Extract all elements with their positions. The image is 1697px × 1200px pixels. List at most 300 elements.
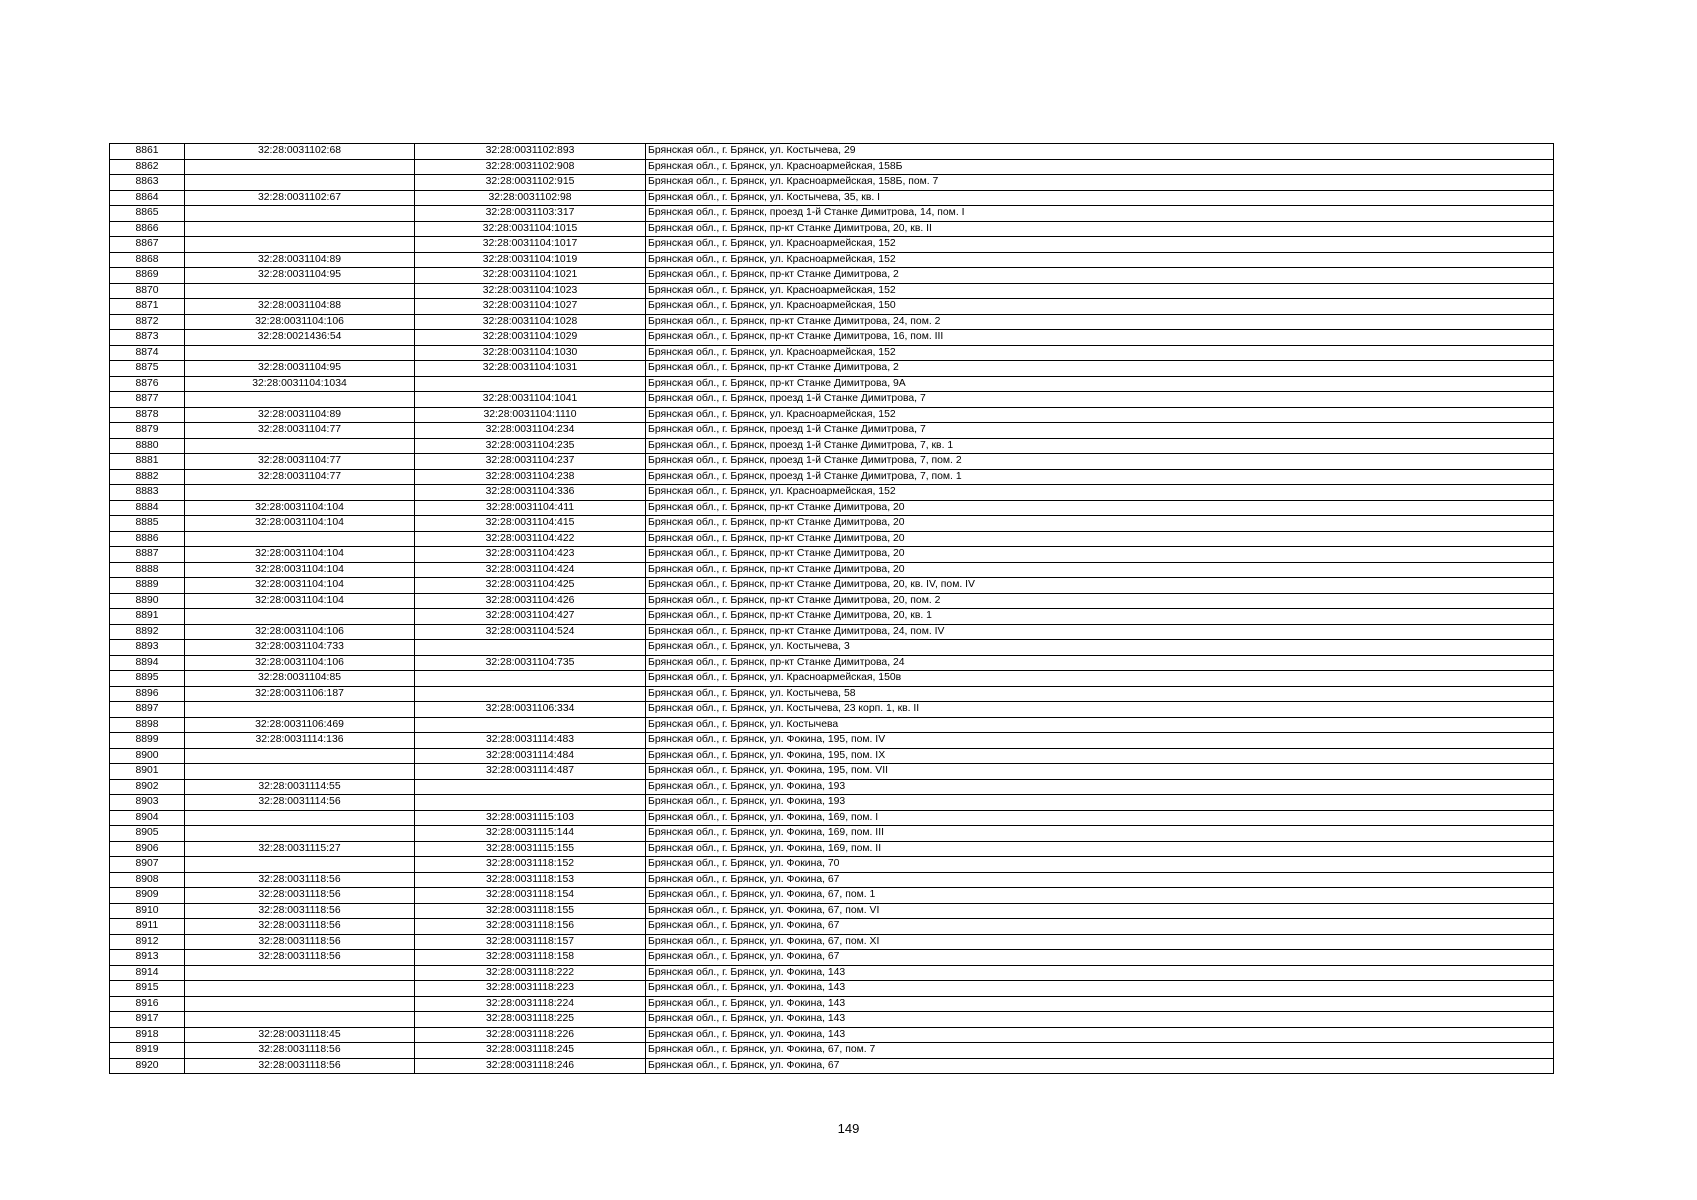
table-row (110, 888, 1554, 904)
building-number-cell: 32:28:0031114:487 (415, 764, 646, 780)
building-number-cell: 32:28:0031104:423 (415, 547, 646, 563)
building-number-cell: 32:28:0031104:237 (415, 454, 646, 470)
table-row (110, 392, 1554, 408)
table-row (110, 407, 1554, 423)
land-plot-number-cell: 32:28:0031104:104 (185, 578, 415, 594)
address-cell: Брянская обл., г. Брянск, пр-кт Станке Димитрова, 2 (646, 268, 1554, 284)
building-number-cell: 32:28:0031118:157 (415, 934, 646, 950)
table-row (110, 764, 1554, 780)
row-number-cell: 8901 (110, 764, 185, 780)
land-plot-number-cell (185, 857, 415, 873)
table-row (110, 314, 1554, 330)
row-number-cell: 8863 (110, 175, 185, 191)
table-row (110, 469, 1554, 485)
address-cell: Брянская обл., г. Брянск, ул. Фокина, 67 (646, 1058, 1554, 1074)
address-cell: Брянская обл., г. Брянск, пр-кт Станке Димитрова, 24, пом. IV (646, 624, 1554, 640)
address-cell: Брянская обл., г. Брянск, ул. Фокина, 143 (646, 1027, 1554, 1043)
building-number-cell: 32:28:0031115:155 (415, 841, 646, 857)
address-cell: Брянская обл., г. Брянск, ул. Красноармейская, 152 (646, 345, 1554, 361)
address-cell: Брянская обл., г. Брянск, ул. Фокина, 195, пом. VII (646, 764, 1554, 780)
address-cell: Брянская обл., г. Брянск, ул. Красноармейская, 152 (646, 252, 1554, 268)
row-number-cell: 8884 (110, 500, 185, 516)
table-row (110, 903, 1554, 919)
table-row (110, 1027, 1554, 1043)
land-plot-number-cell: 32:28:0031114:56 (185, 795, 415, 811)
building-number-cell: 32:28:0031104:1015 (415, 221, 646, 237)
building-number-cell: 32:28:0031104:735 (415, 655, 646, 671)
building-number-cell: 32:28:0031104:1023 (415, 283, 646, 299)
land-plot-number-cell: 32:28:0031104:77 (185, 454, 415, 470)
table-row (110, 562, 1554, 578)
building-number-cell: 32:28:0031104:1029 (415, 330, 646, 346)
building-number-cell: 32:28:0031104:1017 (415, 237, 646, 253)
table-row (110, 950, 1554, 966)
land-plot-number-cell (185, 175, 415, 191)
building-number-cell: 32:28:0031104:427 (415, 609, 646, 625)
row-number-cell: 8883 (110, 485, 185, 501)
row-number-cell: 8878 (110, 407, 185, 423)
row-number-cell: 8871 (110, 299, 185, 315)
row-number-cell: 8918 (110, 1027, 185, 1043)
table-row (110, 531, 1554, 547)
land-plot-number-cell: 32:28:0031114:55 (185, 779, 415, 795)
building-number-cell: 32:28:0031118:158 (415, 950, 646, 966)
address-cell: Брянская обл., г. Брянск, пр-кт Станке Димитрова, 2 (646, 361, 1554, 377)
address-cell: Брянская обл., г. Брянск, ул. Фокина, 143 (646, 996, 1554, 1012)
row-number-cell: 8861 (110, 144, 185, 160)
address-cell: Брянская обл., г. Брянск, проезд 1-й Станке Димитрова, 7, кв. 1 (646, 438, 1554, 454)
row-number-cell: 8874 (110, 345, 185, 361)
row-number-cell: 8889 (110, 578, 185, 594)
row-number-cell: 8893 (110, 640, 185, 656)
building-number-cell: 32:28:0031104:1110 (415, 407, 646, 423)
address-cell: Брянская обл., г. Брянск, ул. Красноармейская, 158Б, пом. 7 (646, 175, 1554, 191)
address-cell: Брянская обл., г. Брянск, проезд 1-й Станке Димитрова, 7 (646, 423, 1554, 439)
land-plot-number-cell: 32:28:0031104:733 (185, 640, 415, 656)
building-number-cell: 32:28:0031118:225 (415, 1012, 646, 1028)
building-number-cell: 32:28:0031104:1041 (415, 392, 646, 408)
land-plot-number-cell (185, 965, 415, 981)
table-row (110, 252, 1554, 268)
land-plot-number-cell (185, 996, 415, 1012)
table-row (110, 810, 1554, 826)
row-number-cell: 8866 (110, 221, 185, 237)
land-plot-number-cell: 32:28:0031118:56 (185, 1043, 415, 1059)
row-number-cell: 8873 (110, 330, 185, 346)
address-cell: Брянская обл., г. Брянск, ул. Красноармейская, 152 (646, 237, 1554, 253)
building-number-cell: 32:28:0031118:154 (415, 888, 646, 904)
address-cell: Брянская обл., г. Брянск, проезд 1-й Станке Димитрова, 7, пом. 2 (646, 454, 1554, 470)
page-number: 149 (837, 1121, 860, 1136)
land-plot-number-cell (185, 485, 415, 501)
row-number-cell: 8902 (110, 779, 185, 795)
building-number-cell (415, 686, 646, 702)
building-number-cell: 32:28:0031104:411 (415, 500, 646, 516)
land-plot-number-cell: 32:28:0031115:27 (185, 841, 415, 857)
table-row (110, 206, 1554, 222)
row-number-cell: 8870 (110, 283, 185, 299)
address-cell: Брянская обл., г. Брянск, ул. Красноармейская, 152 (646, 283, 1554, 299)
building-number-cell: 32:28:0031104:1027 (415, 299, 646, 315)
table-row (110, 376, 1554, 392)
table-body (110, 144, 1554, 1074)
address-cell: Брянская обл., г. Брянск, ул. Фокина, 67 (646, 950, 1554, 966)
table-row (110, 361, 1554, 377)
building-number-cell: 32:28:0031118:153 (415, 872, 646, 888)
address-cell: Брянская обл., г. Брянск, ул. Фокина, 169, пом. II (646, 841, 1554, 857)
table-row (110, 779, 1554, 795)
address-cell: Брянская обл., г. Брянск, ул. Красноармейская, 150 (646, 299, 1554, 315)
table-row (110, 640, 1554, 656)
table-row (110, 190, 1554, 206)
address-cell: Брянская обл., г. Брянск, ул. Фокина, 67 (646, 919, 1554, 935)
row-number-cell: 8886 (110, 531, 185, 547)
building-number-cell: 32:28:0031104:425 (415, 578, 646, 594)
land-plot-number-cell: 32:28:0031118:56 (185, 950, 415, 966)
building-number-cell: 32:28:0031102:893 (415, 144, 646, 160)
address-cell: Брянская обл., г. Брянск, ул. Костычева, 29 (646, 144, 1554, 160)
land-plot-number-cell (185, 531, 415, 547)
address-cell: Брянская обл., г. Брянск, пр-кт Станке Димитрова, 20 (646, 531, 1554, 547)
table-row (110, 578, 1554, 594)
land-plot-number-cell (185, 1012, 415, 1028)
address-cell: Брянская обл., г. Брянск, пр-кт Станке Димитрова, 24, пом. 2 (646, 314, 1554, 330)
building-number-cell: 32:28:0031102:98 (415, 190, 646, 206)
row-number-cell: 8868 (110, 252, 185, 268)
row-number-cell: 8862 (110, 159, 185, 175)
address-cell: Брянская обл., г. Брянск, пр-кт Станке Димитрова, 20 (646, 562, 1554, 578)
table-row (110, 330, 1554, 346)
address-cell: Брянская обл., г. Брянск, ул. Фокина, 67, пом. VI (646, 903, 1554, 919)
table-row (110, 655, 1554, 671)
row-number-cell: 8919 (110, 1043, 185, 1059)
table-row (110, 733, 1554, 749)
address-cell: Брянская обл., г. Брянск, ул. Фокина, 195, пом. IV (646, 733, 1554, 749)
table-row (110, 144, 1554, 160)
row-number-cell: 8905 (110, 826, 185, 842)
building-number-cell: 32:28:0031104:415 (415, 516, 646, 532)
row-number-cell: 8909 (110, 888, 185, 904)
land-plot-number-cell (185, 609, 415, 625)
table-row (110, 919, 1554, 935)
address-cell: Брянская обл., г. Брянск, пр-кт Станке Димитрова, 16, пом. III (646, 330, 1554, 346)
address-cell: Брянская обл., г. Брянск, пр-кт Станке Димитрова, 20 (646, 547, 1554, 563)
address-cell: Брянская обл., г. Брянск, проезд 1-й Станке Димитрова, 14, пом. I (646, 206, 1554, 222)
building-number-cell: 32:28:0031114:484 (415, 748, 646, 764)
table-row (110, 1043, 1554, 1059)
building-number-cell: 32:28:0031104:1021 (415, 268, 646, 284)
address-cell: Брянская обл., г. Брянск, пр-кт Станке Димитрова, 9А (646, 376, 1554, 392)
row-number-cell: 8920 (110, 1058, 185, 1074)
land-plot-number-cell: 32:28:0031102:67 (185, 190, 415, 206)
row-number-cell: 8917 (110, 1012, 185, 1028)
building-number-cell: 32:28:0031104:424 (415, 562, 646, 578)
land-plot-number-cell (185, 283, 415, 299)
row-number-cell: 8877 (110, 392, 185, 408)
row-number-cell: 8887 (110, 547, 185, 563)
land-plot-number-cell: 32:28:0031104:77 (185, 423, 415, 439)
cadastral-table (109, 143, 1554, 1074)
row-number-cell: 8910 (110, 903, 185, 919)
land-plot-number-cell: 32:28:0031104:1034 (185, 376, 415, 392)
land-plot-number-cell: 32:28:0031118:56 (185, 888, 415, 904)
table-row (110, 438, 1554, 454)
row-number-cell: 8903 (110, 795, 185, 811)
row-number-cell: 8908 (110, 872, 185, 888)
address-cell: Брянская обл., г. Брянск, ул. Фокина, 169, пом. I (646, 810, 1554, 826)
table-row (110, 965, 1554, 981)
land-plot-number-cell: 32:28:0031118:45 (185, 1027, 415, 1043)
land-plot-number-cell: 32:28:0031104:85 (185, 671, 415, 687)
row-number-cell: 8900 (110, 748, 185, 764)
land-plot-number-cell: 32:28:0031118:56 (185, 903, 415, 919)
address-cell: Брянская обл., г. Брянск, ул. Фокина, 70 (646, 857, 1554, 873)
address-cell: Брянская обл., г. Брянск, пр-кт Станке Димитрова, 20, кв. 1 (646, 609, 1554, 625)
land-plot-number-cell: 32:28:0031118:56 (185, 1058, 415, 1074)
table-row (110, 268, 1554, 284)
land-plot-number-cell: 32:28:0031104:104 (185, 593, 415, 609)
row-number-cell: 8876 (110, 376, 185, 392)
land-plot-number-cell (185, 702, 415, 718)
building-number-cell (415, 717, 646, 733)
building-number-cell: 32:28:0031118:156 (415, 919, 646, 935)
table-row (110, 1012, 1554, 1028)
row-number-cell: 8895 (110, 671, 185, 687)
building-number-cell: 32:28:0031118:222 (415, 965, 646, 981)
row-number-cell: 8867 (110, 237, 185, 253)
row-number-cell: 8891 (110, 609, 185, 625)
address-cell: Брянская обл., г. Брянск, ул. Фокина, 67 (646, 872, 1554, 888)
land-plot-number-cell: 32:28:0031104:106 (185, 655, 415, 671)
building-number-cell: 32:28:0031118:246 (415, 1058, 646, 1074)
building-number-cell: 32:28:0031104:336 (415, 485, 646, 501)
row-number-cell: 8864 (110, 190, 185, 206)
row-number-cell: 8907 (110, 857, 185, 873)
table-row (110, 795, 1554, 811)
row-number-cell: 8888 (110, 562, 185, 578)
building-number-cell: 32:28:0031106:334 (415, 702, 646, 718)
building-number-cell: 32:28:0031115:103 (415, 810, 646, 826)
table-row (110, 934, 1554, 950)
table-row (110, 981, 1554, 997)
land-plot-number-cell: 32:28:0031104:106 (185, 314, 415, 330)
land-plot-number-cell (185, 206, 415, 222)
table-row (110, 299, 1554, 315)
land-plot-number-cell: 32:28:0031118:56 (185, 934, 415, 950)
land-plot-number-cell (185, 221, 415, 237)
row-number-cell: 8892 (110, 624, 185, 640)
building-number-cell (415, 671, 646, 687)
building-number-cell: 32:28:0031118:223 (415, 981, 646, 997)
address-cell: Брянская обл., г. Брянск, проезд 1-й Станке Димитрова, 7 (646, 392, 1554, 408)
table-row (110, 175, 1554, 191)
land-plot-number-cell: 32:28:0031104:77 (185, 469, 415, 485)
land-plot-number-cell: 32:28:0031118:56 (185, 872, 415, 888)
address-cell: Брянская обл., г. Брянск, ул. Костычева, 58 (646, 686, 1554, 702)
table-row (110, 857, 1554, 873)
building-number-cell: 32:28:0031104:238 (415, 469, 646, 485)
land-plot-number-cell (185, 345, 415, 361)
land-plot-number-cell: 32:28:0021436:54 (185, 330, 415, 346)
row-number-cell: 8896 (110, 686, 185, 702)
table-row (110, 547, 1554, 563)
address-cell: Брянская обл., г. Брянск, ул. Костычева, 3 (646, 640, 1554, 656)
building-number-cell (415, 779, 646, 795)
building-number-cell: 32:28:0031103:317 (415, 206, 646, 222)
land-plot-number-cell: 32:28:0031114:136 (185, 733, 415, 749)
address-cell: Брянская обл., г. Брянск, ул. Фокина, 67, пом. 7 (646, 1043, 1554, 1059)
land-plot-number-cell: 32:28:0031104:104 (185, 516, 415, 532)
address-cell: Брянская обл., г. Брянск, ул. Красноармейская, 150в (646, 671, 1554, 687)
building-number-cell: 32:28:0031104:422 (415, 531, 646, 547)
table-row (110, 454, 1554, 470)
address-cell: Брянская обл., г. Брянск, ул. Фокина, 67, пом. XI (646, 934, 1554, 950)
address-cell: Брянская обл., г. Брянск, ул. Красноармейская, 152 (646, 485, 1554, 501)
table-row (110, 1058, 1554, 1074)
address-cell: Брянская обл., г. Брянск, ул. Фокина, 169, пом. III (646, 826, 1554, 842)
table-row (110, 516, 1554, 532)
row-number-cell: 8865 (110, 206, 185, 222)
land-plot-number-cell: 32:28:0031104:89 (185, 252, 415, 268)
row-number-cell: 8872 (110, 314, 185, 330)
row-number-cell: 8890 (110, 593, 185, 609)
building-number-cell (415, 376, 646, 392)
address-cell: Брянская обл., г. Брянск, пр-кт Станке Димитрова, 20, кв. IV, пом. IV (646, 578, 1554, 594)
table-row (110, 717, 1554, 733)
land-plot-number-cell: 32:28:0031106:469 (185, 717, 415, 733)
table-row (110, 702, 1554, 718)
land-plot-number-cell: 32:28:0031104:95 (185, 361, 415, 377)
row-number-cell: 8912 (110, 934, 185, 950)
building-number-cell: 32:28:0031102:915 (415, 175, 646, 191)
table-row (110, 872, 1554, 888)
land-plot-number-cell: 32:28:0031102:68 (185, 144, 415, 160)
address-cell: Брянская обл., г. Брянск, пр-кт Станке Димитрова, 24 (646, 655, 1554, 671)
land-plot-number-cell (185, 810, 415, 826)
table-row (110, 841, 1554, 857)
address-cell: Брянская обл., г. Брянск, ул. Красноармейская, 158Б (646, 159, 1554, 175)
land-plot-number-cell: 32:28:0031104:89 (185, 407, 415, 423)
land-plot-number-cell: 32:28:0031104:95 (185, 268, 415, 284)
table-row (110, 624, 1554, 640)
land-plot-number-cell: 32:28:0031104:106 (185, 624, 415, 640)
row-number-cell: 8898 (110, 717, 185, 733)
building-number-cell: 32:28:0031104:1019 (415, 252, 646, 268)
address-cell: Брянская обл., г. Брянск, ул. Фокина, 193 (646, 795, 1554, 811)
table-row (110, 826, 1554, 842)
address-cell: Брянская обл., г. Брянск, пр-кт Станке Димитрова, 20 (646, 500, 1554, 516)
table-row (110, 159, 1554, 175)
land-plot-number-cell (185, 392, 415, 408)
row-number-cell: 8897 (110, 702, 185, 718)
row-number-cell: 8916 (110, 996, 185, 1012)
building-number-cell (415, 795, 646, 811)
land-plot-number-cell (185, 748, 415, 764)
building-number-cell (415, 640, 646, 656)
building-number-cell: 32:28:0031118:155 (415, 903, 646, 919)
table-row (110, 686, 1554, 702)
table-row (110, 609, 1554, 625)
row-number-cell: 8885 (110, 516, 185, 532)
building-number-cell: 32:28:0031118:245 (415, 1043, 646, 1059)
land-plot-number-cell: 32:28:0031104:104 (185, 547, 415, 563)
land-plot-number-cell (185, 826, 415, 842)
address-cell: Брянская обл., г. Брянск, пр-кт Станке Димитрова, 20, пом. 2 (646, 593, 1554, 609)
table-row (110, 485, 1554, 501)
row-number-cell: 8914 (110, 965, 185, 981)
row-number-cell: 8879 (110, 423, 185, 439)
land-plot-number-cell (185, 981, 415, 997)
building-number-cell: 32:28:0031104:1028 (415, 314, 646, 330)
land-plot-number-cell: 32:28:0031104:88 (185, 299, 415, 315)
row-number-cell: 8882 (110, 469, 185, 485)
land-plot-number-cell: 32:28:0031104:104 (185, 500, 415, 516)
address-cell: Брянская обл., г. Брянск, ул. Фокина, 67, пом. 1 (646, 888, 1554, 904)
table-row (110, 671, 1554, 687)
address-cell: Брянская обл., г. Брянск, пр-кт Станке Димитрова, 20, кв. II (646, 221, 1554, 237)
address-cell: Брянская обл., г. Брянск, ул. Фокина, 143 (646, 965, 1554, 981)
land-plot-number-cell (185, 159, 415, 175)
table-row (110, 283, 1554, 299)
land-plot-number-cell (185, 438, 415, 454)
building-number-cell: 32:28:0031118:152 (415, 857, 646, 873)
table-row (110, 345, 1554, 361)
building-number-cell: 32:28:0031118:226 (415, 1027, 646, 1043)
row-number-cell: 8911 (110, 919, 185, 935)
land-plot-number-cell (185, 237, 415, 253)
address-cell: Брянская обл., г. Брянск, ул. Красноармейская, 152 (646, 407, 1554, 423)
table-row (110, 237, 1554, 253)
building-number-cell: 32:28:0031104:426 (415, 593, 646, 609)
row-number-cell: 8899 (110, 733, 185, 749)
address-cell: Брянская обл., г. Брянск, пр-кт Станке Димитрова, 20 (646, 516, 1554, 532)
building-number-cell: 32:28:0031104:1030 (415, 345, 646, 361)
row-number-cell: 8880 (110, 438, 185, 454)
row-number-cell: 8913 (110, 950, 185, 966)
address-cell: Брянская обл., г. Брянск, ул. Фокина, 193 (646, 779, 1554, 795)
land-plot-number-cell (185, 764, 415, 780)
address-cell: Брянская обл., г. Брянск, проезд 1-й Станке Димитрова, 7, пом. 1 (646, 469, 1554, 485)
table-row (110, 593, 1554, 609)
land-plot-number-cell: 32:28:0031118:56 (185, 919, 415, 935)
table-row (110, 221, 1554, 237)
building-number-cell: 32:28:0031102:908 (415, 159, 646, 175)
address-cell: Брянская обл., г. Брянск, ул. Костычева, 35, кв. I (646, 190, 1554, 206)
row-number-cell: 8904 (110, 810, 185, 826)
building-number-cell: 32:28:0031115:144 (415, 826, 646, 842)
building-number-cell: 32:28:0031114:483 (415, 733, 646, 749)
table-row (110, 423, 1554, 439)
table-row (110, 500, 1554, 516)
address-cell: Брянская обл., г. Брянск, ул. Костычева, 23 корп. 1, кв. II (646, 702, 1554, 718)
row-number-cell: 8869 (110, 268, 185, 284)
land-plot-number-cell: 32:28:0031106:187 (185, 686, 415, 702)
row-number-cell: 8875 (110, 361, 185, 377)
building-number-cell: 32:28:0031104:1031 (415, 361, 646, 377)
row-number-cell: 8894 (110, 655, 185, 671)
address-cell: Брянская обл., г. Брянск, ул. Костычева (646, 717, 1554, 733)
address-cell: Брянская обл., г. Брянск, ул. Фокина, 195, пом. IX (646, 748, 1554, 764)
row-number-cell: 8881 (110, 454, 185, 470)
building-number-cell: 32:28:0031118:224 (415, 996, 646, 1012)
address-cell: Брянская обл., г. Брянск, ул. Фокина, 143 (646, 1012, 1554, 1028)
building-number-cell: 32:28:0031104:234 (415, 423, 646, 439)
row-number-cell: 8906 (110, 841, 185, 857)
building-number-cell: 32:28:0031104:235 (415, 438, 646, 454)
row-number-cell: 8915 (110, 981, 185, 997)
building-number-cell: 32:28:0031104:524 (415, 624, 646, 640)
table-row (110, 996, 1554, 1012)
